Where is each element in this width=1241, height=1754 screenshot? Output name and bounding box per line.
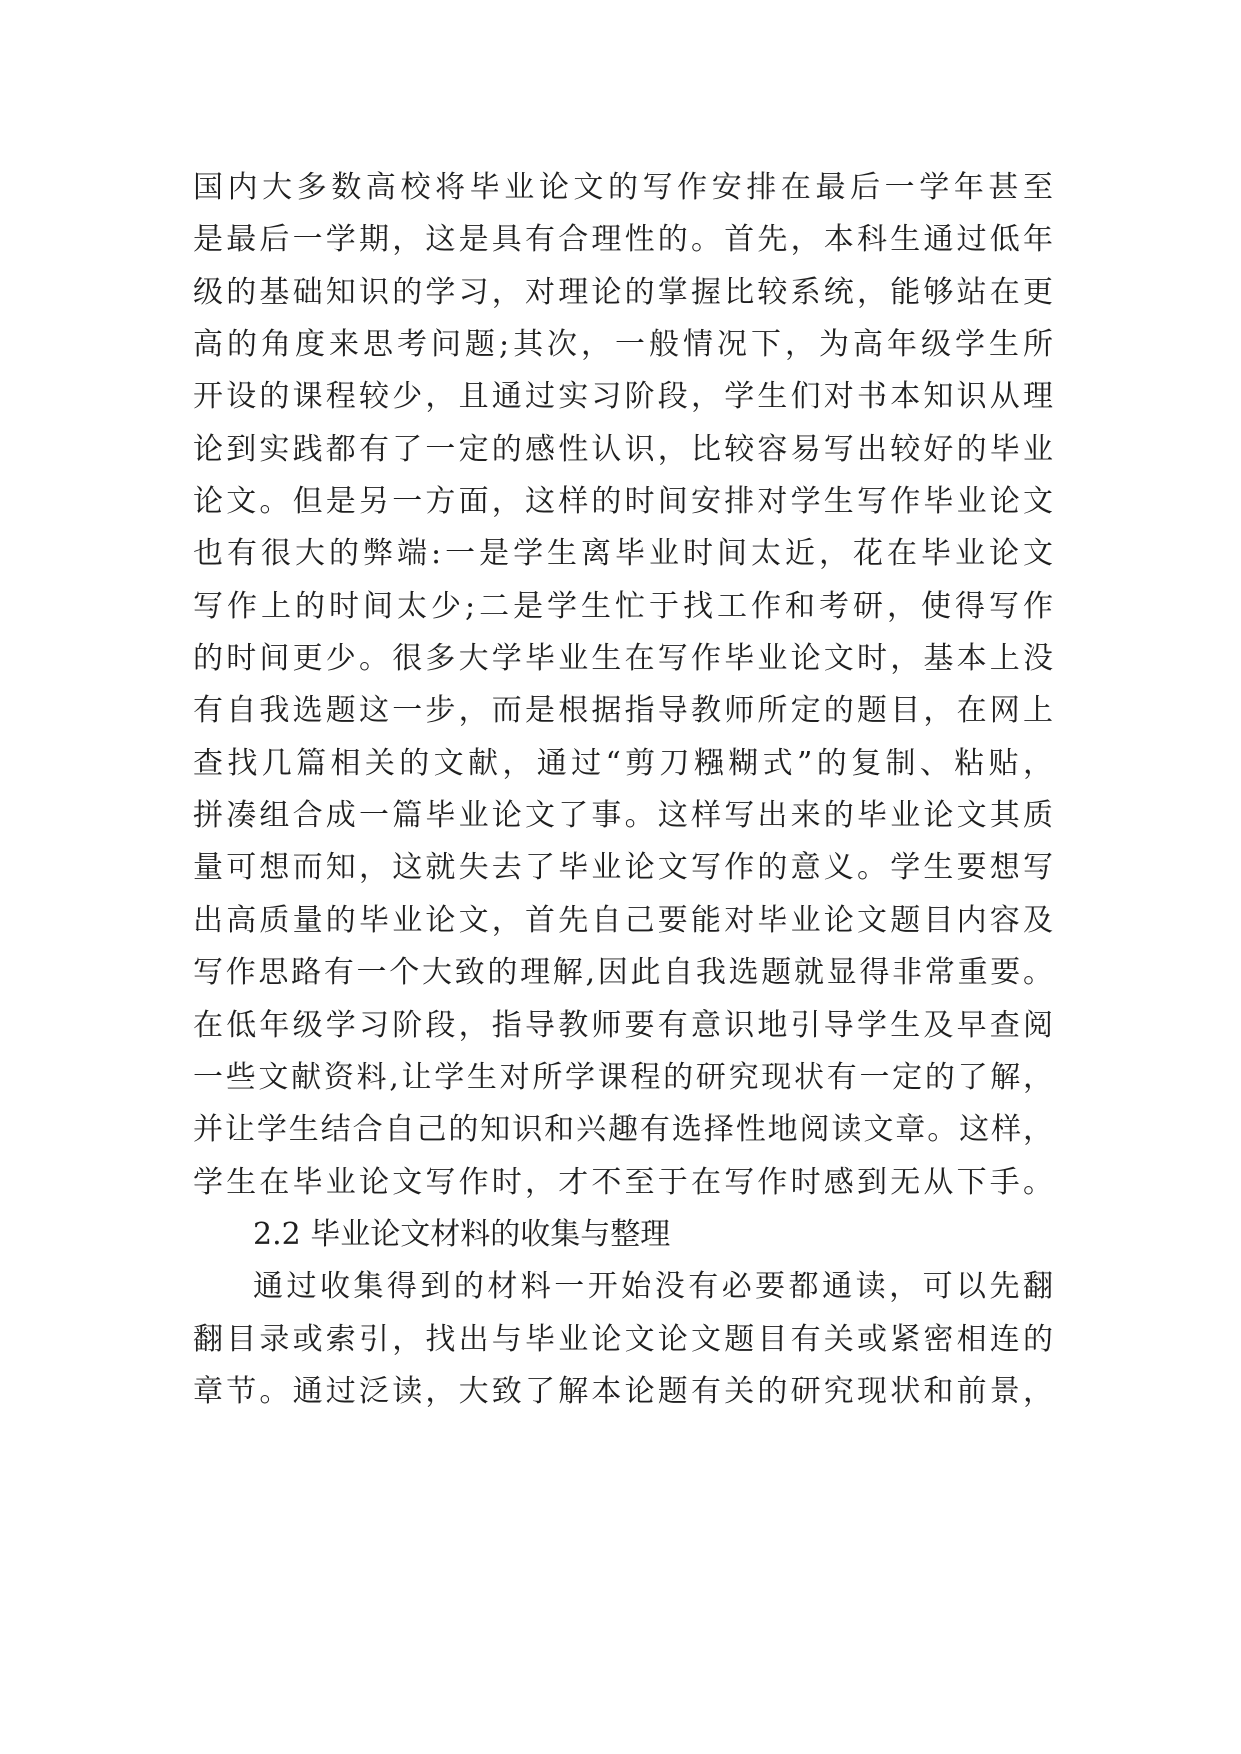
text-line: 出高质量的毕业论文，首先自己要能对毕业论文题目内容及 [193,902,1053,938]
text-line: 国内大多数高校将毕业论文的写作安排在最后一学年甚至 [193,170,1053,205]
text-line: 翻目录或索引，找出与毕业论文论文题目有关或紧密相连的 [193,1321,1053,1357]
text-line: 是最后一学期，这是具有合理性的。首先，本科生通过低年 [193,222,1053,258]
text-line: 一些文献资料,让学生对所学课程的研究现状有一定的了解， [193,1059,1053,1095]
text-line: 有自我选题这一步，而是根据指导教师所定的题目，在网上 [193,693,1053,729]
text-line: 通过收集得到的材料一开始没有必要都通读，可以先翻 [253,1269,1053,1305]
text-line: 并让学生结合自己的知识和兴趣有选择性地阅读文章。这样， [193,1112,1053,1148]
text-line: 论文。但是另一方面，这样的时间安排对学生写作毕业论文 [193,484,1053,520]
text-line: 也有很大的弊端:一是学生离毕业时间太近，花在毕业论文 [193,536,1053,572]
text-line: 高的角度来思考问题;其次，一般情况下，为高年级学生所 [193,327,1053,363]
text-line: 开设的课程较少，且通过实习阶段，学生们对书本知识从理 [193,379,1053,415]
text-line: 写作思路有一个大致的理解,因此自我选题就显得非常重要。 [193,955,1053,991]
text-line: 写作上的时间太少;二是学生忙于找工作和考研，使得写作 [193,588,1053,624]
text-line: 的时间更少。很多大学毕业生在写作毕业论文时，基本上没 [193,641,1053,677]
body-text [193,162,1053,1418]
text-line: 在低年级学习阶段，指导教师要有意识地引导学生及早查阅 [193,1007,1053,1043]
text-line: 章节。通过泛读，大致了解本论题有关的研究现状和前景， [193,1373,1053,1409]
text-line: 查找几篇相关的文献，通过“剪刀糨糊式”的复制、粘贴， [193,745,1053,781]
text-line: 拼凑组合成一篇毕业论文了事。这样写出来的毕业论文其质 [193,798,1053,834]
text-line: 学生在毕业论文写作时，才不至于在写作时感到无从下手。 [193,1164,1053,1200]
section-heading: 2.2 毕业论文材料的收集与整理 [253,1216,671,1252]
text-line: 论到实践都有了一定的感性认识，比较容易写出较好的毕业 [193,431,1053,467]
text-line: 量可想而知，这就失去了毕业论文写作的意义。学生要想写 [193,850,1053,886]
text-line: 级的基础知识的学习，对理论的掌握比较系统，能够站在更 [193,274,1053,310]
